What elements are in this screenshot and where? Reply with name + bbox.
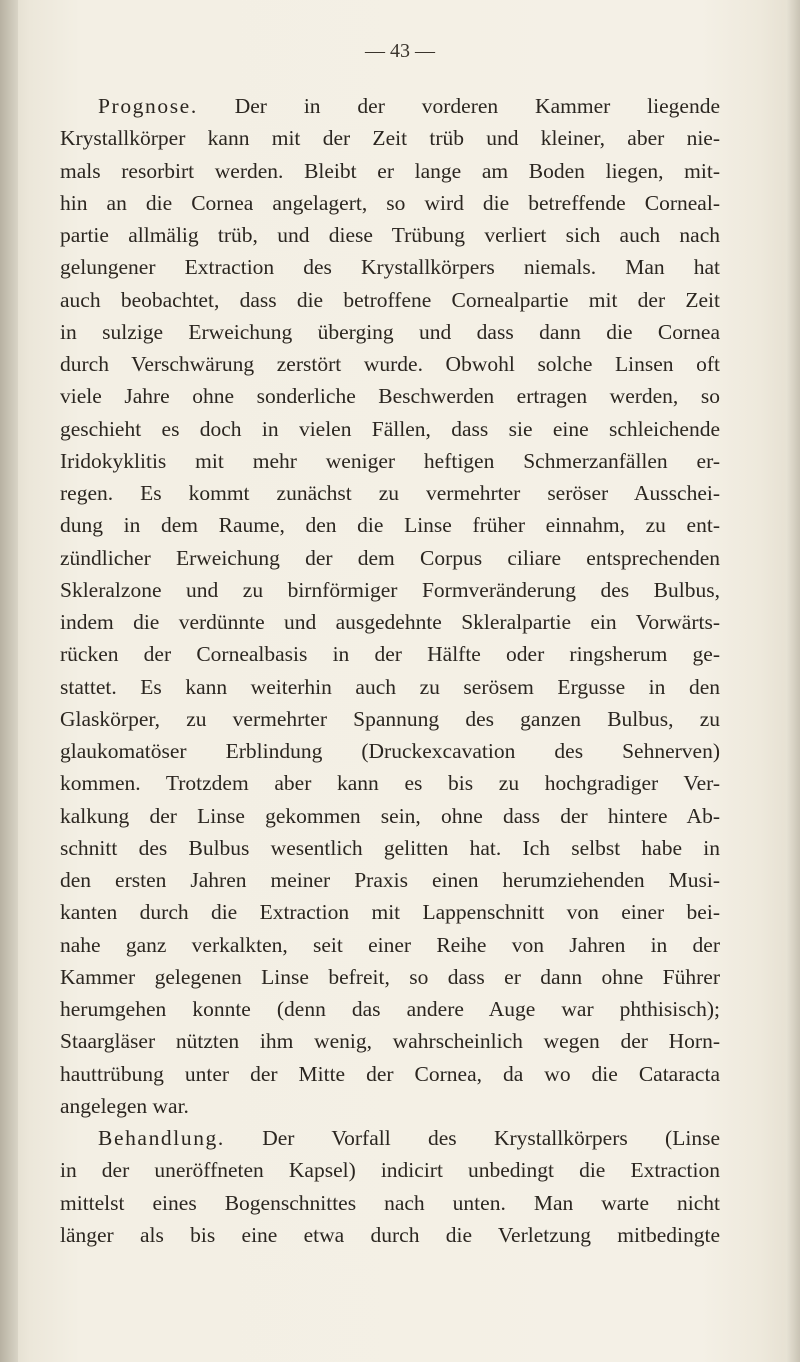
text-line: durch Verschwärung zerstört wurde. Obwohl solche Linsen oft <box>60 352 720 376</box>
text-line: viele Jahre ohne sonderliche Beschwerden ertragen werden, so <box>60 384 720 409</box>
text-line: den ersten Jahren meiner Praxis einen herumziehenden Musi- <box>60 868 720 892</box>
body-text <box>60 90 720 1251</box>
text-line: indem die verdünnte und ausgedehnte Skleralpartie ein Vorwärts- <box>60 610 720 634</box>
text-line: schnitt des Bulbus wesentlich gelitten hat. Ich selbst habe in <box>60 835 720 860</box>
text-line: mittelst eines Bogenschnittes nach unten. Man warte nicht <box>60 1190 720 1215</box>
text-line: hauttrübung unter der Mitte der Cornea, da wo die Cataracta <box>60 1061 720 1086</box>
page-edge <box>786 0 800 1362</box>
section-heading-behandlung: Behandlung. <box>98 1126 225 1150</box>
text-line: kommen. Trotzdem aber kann es bis zu hochgradiger Ver- <box>60 771 720 796</box>
text-line: partie allmälig trüb, und diese Trübung verliert sich auch nach <box>60 223 720 247</box>
text-line: auch beobachtet, dass die betroffene Cornealpartie mit der Zeit <box>60 287 720 312</box>
text-line: nahe ganz verkalkten, seit einer Reihe von Jahren in der <box>60 932 720 957</box>
text-line: Behandlung. Der Vorfall des Krystallkörpers (Linse <box>98 1126 720 1150</box>
text-line: kanten durch die Extraction mit Lappenschnitt von einer bei- <box>60 900 720 925</box>
text-line: in der uneröffneten Kapsel) indicirt unbedingt die Extraction <box>60 1158 720 1183</box>
text-line: regen. Es kommt zunächst zu vermehrter seröser Ausschei- <box>60 481 720 505</box>
text-line: dung in dem Raume, den die Linse früher einnahm, zu ent- <box>60 513 720 538</box>
text-line: Skleralzone und zu birnförmiger Formveränderung des Bulbus, <box>60 577 720 602</box>
text-line: kalkung der Linse gekommen sein, ohne dass der hintere Ab- <box>60 803 720 828</box>
text-line: Glaskörper, zu vermehrter Spannung des ganzen Bulbus, zu <box>60 706 720 731</box>
page-number: — 43 — <box>365 40 435 62</box>
section-heading-prognose: Prognose. <box>98 94 198 118</box>
text-line: stattet. Es kann weiterhin auch zu serösem Ergusse in den <box>60 674 720 699</box>
text-line: hin an die Cornea angelagert, so wird die betreffende Corneal- <box>60 190 720 215</box>
text-line: angelegen war. <box>60 1093 189 1118</box>
text-line: Kammer gelegenen Linse befreit, so dass er dann ohne Führer <box>60 964 720 989</box>
page-gutter <box>0 0 18 1362</box>
text-line: Prognose. Der in der vorderen Kammer liegende <box>98 94 720 118</box>
text-line: geschieht es doch in vielen Fällen, dass sie eine schleichende <box>60 416 720 441</box>
text-line: rücken der Cornealbasis in der Hälfte oder ringsherum ge- <box>60 642 720 667</box>
text-line: Staargläser nützten ihm wenig, wahrscheinlich wegen der Horn- <box>60 1029 720 1054</box>
text-line: gelungener Extraction des Krystallkörpers niemals. Man hat <box>60 255 720 280</box>
text-line: glaukomatöser Erblindung (Druckexcavation des Sehnerven) <box>60 739 720 763</box>
text-line: in sulzige Erweichung überging und dass dann die Cornea <box>60 319 720 344</box>
text-line: herumgehen konnte (denn das andere Auge war phthisisch); <box>60 997 720 1021</box>
text-line: mals resorbirt werden. Bleibt er lange am Boden liegen, mit- <box>60 158 720 183</box>
text-line: länger als bis eine etwa durch die Verletzung mitbedingte <box>60 1222 720 1247</box>
text-line: Iridokyklitis mit mehr weniger heftigen Schmerzanfällen er- <box>60 448 720 473</box>
text-line: Krystallkörper kann mit der Zeit trüb und kleiner, aber nie- <box>60 126 720 151</box>
text-line: zündlicher Erweichung der dem Corpus ciliare entsprechenden <box>60 545 720 570</box>
